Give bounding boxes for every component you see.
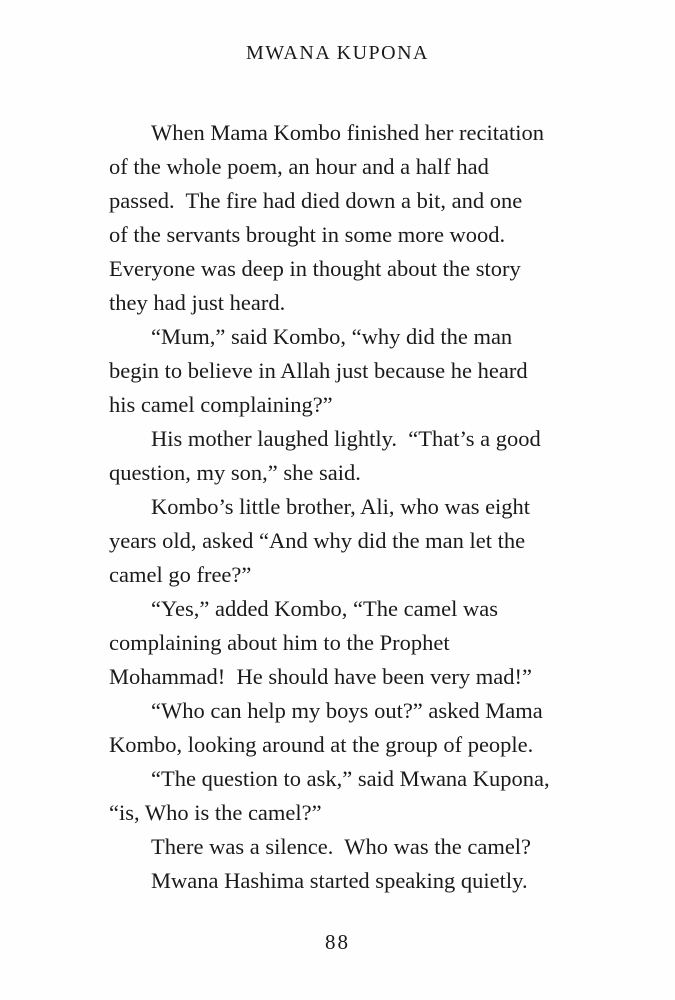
text-line: His mother laughed lightly. “That’s a good [151, 426, 541, 451]
text-line: “Yes,” added Kombo, “The camel was [151, 596, 498, 621]
body-text [109, 116, 609, 898]
paragraph [109, 490, 609, 592]
text-line: There was a silence. Who was the camel? [151, 834, 532, 859]
text-line: “is, Who is the camel?” [109, 800, 322, 825]
text-line: his camel complaining?” [109, 392, 333, 417]
text-line: When Mama Kombo finished her recitation [151, 120, 545, 145]
text-line: begin to believe in Allah just because he heard [109, 358, 528, 383]
paragraph [109, 320, 609, 422]
text-line: passed. The fire had died down a bit, and one [109, 188, 523, 213]
paragraph [109, 116, 609, 320]
paragraph [109, 422, 609, 490]
text-line: years old, asked “And why did the man let the [109, 528, 526, 553]
text-line: complaining about him to the Prophet [109, 630, 450, 655]
text-line: question, my son,” she said. [109, 460, 361, 485]
text-line: Everyone was deep in thought about the story [109, 256, 521, 281]
text-line: of the servants brought in some more wood. [109, 222, 506, 247]
paragraph [109, 864, 609, 898]
text-line: “Mum,” said Kombo, “why did the man [151, 324, 513, 349]
paragraph [109, 830, 609, 864]
page-number: 88 [325, 930, 350, 954]
text-line: “Who can help my boys out?” asked Mama [151, 698, 543, 723]
text-line: Mwana Hashima started speaking quietly. [151, 868, 528, 893]
paragraph [109, 592, 609, 694]
text-line: “The question to ask,” said Mwana Kupona, [151, 766, 550, 791]
text-line: they had just heard. [109, 290, 286, 315]
text-line: of the whole poem, an hour and a half had [109, 154, 489, 179]
text-line: Kombo’s little brother, Ali, who was eight [151, 494, 531, 519]
text-line: camel go free?” [109, 562, 252, 587]
running-head: MWANA KUPONA [245, 42, 429, 64]
text-line: Mohammad! He should have been very mad!” [109, 664, 532, 689]
paragraph [109, 762, 609, 830]
text-line: Kombo, looking around at the group of people. [109, 732, 534, 757]
paragraph [109, 694, 609, 762]
